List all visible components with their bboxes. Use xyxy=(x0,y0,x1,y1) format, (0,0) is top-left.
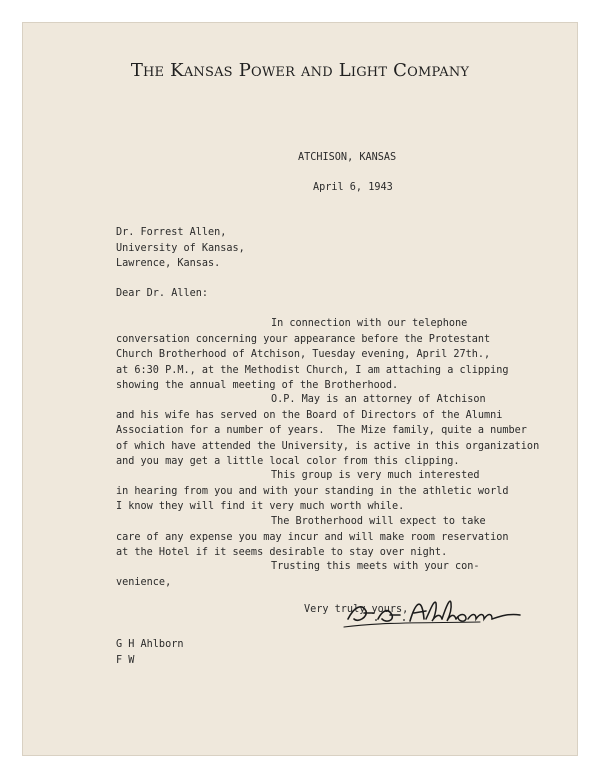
closing: Very truly yours, xyxy=(304,604,409,615)
paragraph-line: showing the annual meeting of the Brotherhood. xyxy=(116,380,399,392)
paragraph-line: and his wife has served on the Board of Directors of the Alumni xyxy=(116,409,503,421)
paragraph-line: Church Brotherhood of Atchison, Tuesday evening, April 27th., xyxy=(116,349,491,361)
paragraph-line: venience, xyxy=(116,576,172,588)
recipient-line: Dr. Forrest Allen, xyxy=(116,227,227,238)
paragraph xyxy=(116,392,539,470)
paragraph-line: at the Hotel if it seems desirable to stay over night. xyxy=(116,547,448,559)
signature-image xyxy=(340,589,530,631)
paragraph-line: The Brotherhood will expect to take xyxy=(271,516,486,527)
paragraph-line: care of any expense you may incur and will make room reservation xyxy=(116,531,509,543)
recipient-line: Lawrence, Kansas. xyxy=(116,258,221,270)
city-line: ATCHISON, KANSAS xyxy=(298,152,397,163)
paragraph-line: of which have attended the University, is active in this organization xyxy=(116,440,540,452)
paragraph-line: Association for a number of years. The Mize family, quite a number xyxy=(116,425,527,437)
letterhead xyxy=(22,60,578,81)
paragraph-line: Trusting this meets with your con- xyxy=(271,561,480,572)
paragraph xyxy=(116,559,480,590)
paragraph-line: conversation concerning your appearance before the Protestant xyxy=(116,333,491,345)
letter-page xyxy=(22,22,578,756)
date-line: April 6, 1943 xyxy=(313,182,393,193)
company-name: The Kansas Power and Light Company xyxy=(130,60,470,81)
paragraph-line: O.P. May is an attorney of Atchison xyxy=(271,394,486,405)
paragraph xyxy=(116,468,509,515)
recipient-line: University of Kansas, xyxy=(116,242,245,254)
paragraph-line: in hearing from you and with your standing in the athletic world xyxy=(116,485,509,497)
paragraph xyxy=(116,514,509,561)
recipient-address xyxy=(116,225,245,272)
paragraph xyxy=(116,316,509,394)
paragraph-line: I know they will find it very much worth while. xyxy=(116,501,405,513)
paragraph-line: and you may get a little local color from this clipping. xyxy=(116,456,460,468)
sender-line: F W xyxy=(116,654,135,666)
sender-initials xyxy=(116,637,183,668)
paragraph-line: In connection with our telephone xyxy=(271,318,468,329)
sender-line: G H Ahlborn xyxy=(116,639,184,650)
paragraph-line: at 6:30 P.M., at the Methodist Church, I am attaching a clipping xyxy=(116,364,509,376)
salutation: Dear Dr. Allen: xyxy=(116,288,209,299)
paragraph-line: This group is very much interested xyxy=(271,470,480,481)
